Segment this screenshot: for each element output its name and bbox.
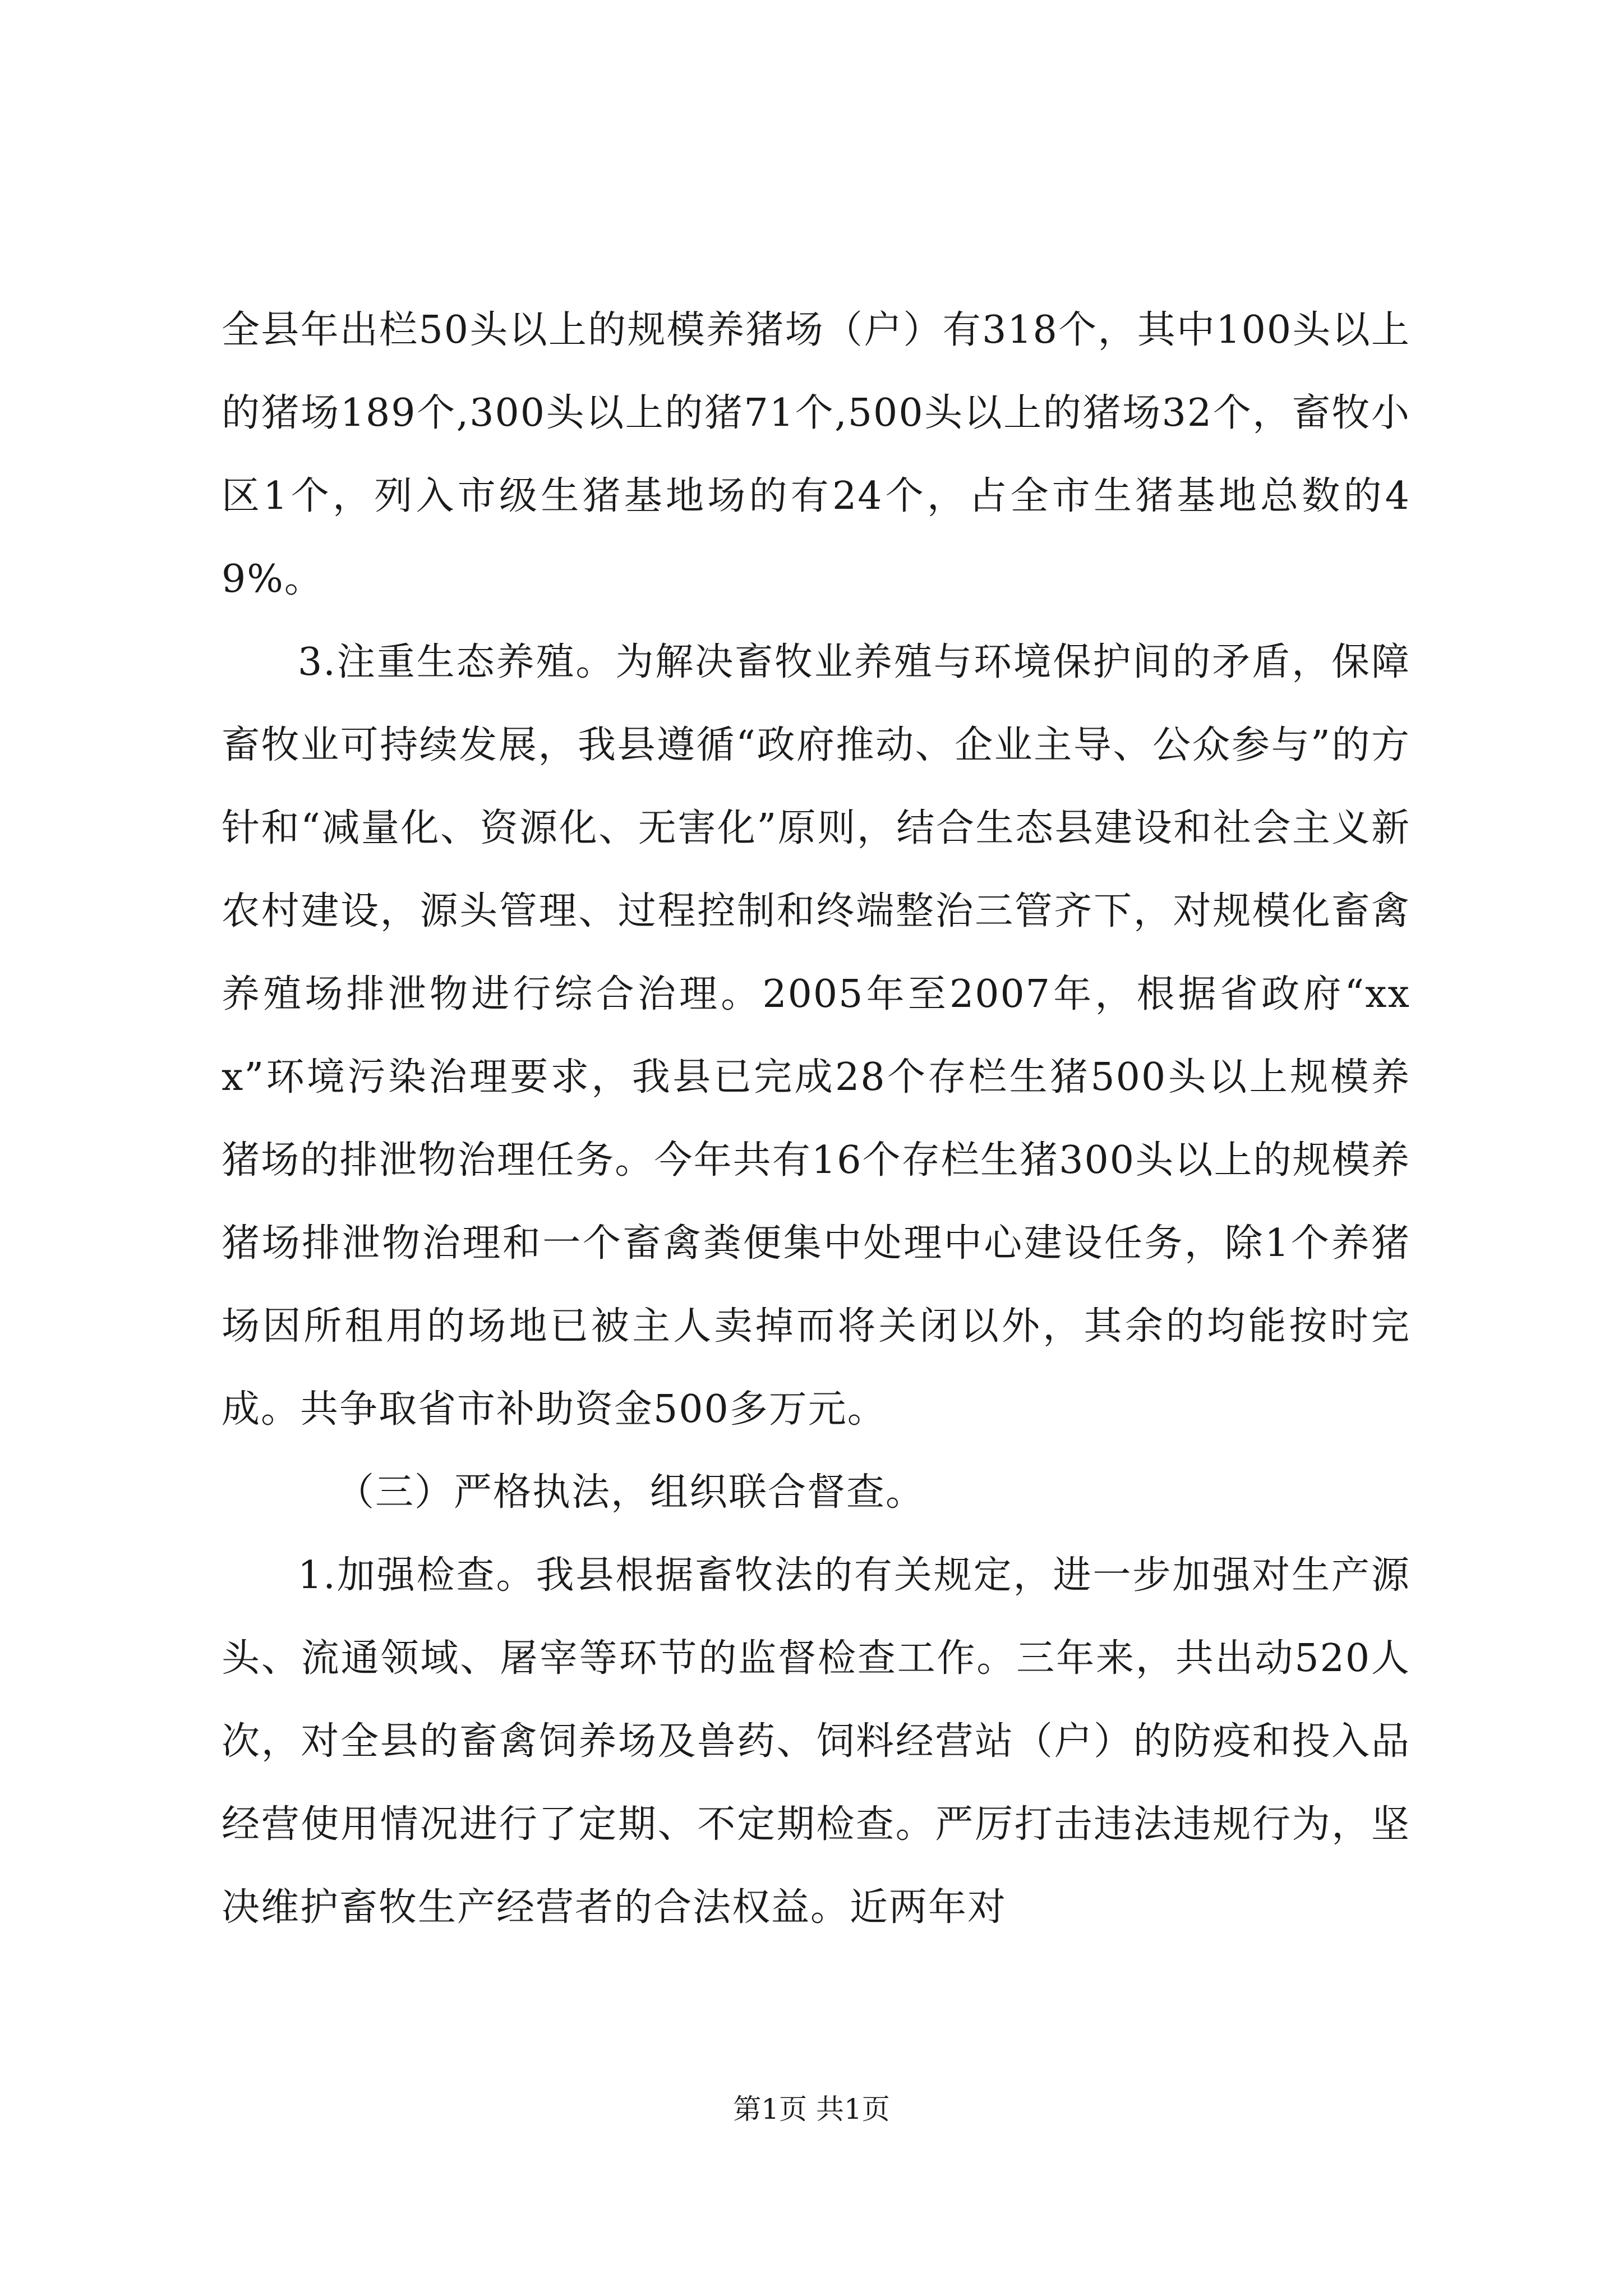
paragraph-pig-farm-statistics: 全县年出栏50头以上的规模养猪场（户）有318个，其中100头以上的猪场189个,300头以上的猪71个,500头以上的猪场32个，畜牧小区1个，列入市级生猪基地场的有24个，占全市生猪基地总数的49%。 — [222, 308, 1410, 601]
paragraph-inspection: 1.加强检查。我县根据畜牧法的有关规定，进一步加强对生产源头、流通领域、屠宰等环节的监督检查工作。三年来，共出动520人次，对全县的畜禽饲养场及兽药、饲料经营站（户）的防疫和投入品经营使用情况进行了定期、不定期检查。严厉打击违法违规行为，坚决维护畜牧生产经营者的合法权益。近两年对 — [222, 1553, 1410, 1930]
section-heading-enforcement: （三）严格执法，组织联合督查。 — [336, 1470, 925, 1515]
document-body — [222, 289, 1410, 1949]
paragraph-ecological-farming: 3.注重生态养殖。为解决畜牧业养殖与环境保护间的矛盾，保障畜牧业可持续发展，我县遵循“政府推动、企业主导、公众参与”的方针和“减量化、资源化、无害化”原则，结合生态县建设和社会主义新农村建设，源头管理、过程控制和终端整治三管齐下，对规模化畜禽养殖场排泄物进行综合治理。2005年至2007年，根据省政府“xxx”环境污染治理要求，我县已完成28个存栏生猪500头以上规模养猪场的排泄物治理任务。今年共有16个存栏生猪300头以上的规模养猪场排泄物治理和一个畜禽粪便集中处理中心建设任务，除1个养猪场因所租用的场地已被主人卖掉而将关闭以外，其余的均能按时完成。共争取省市补助资金500多万元。 — [222, 640, 1410, 1432]
page-footer: 第1页 共1页 — [733, 2093, 890, 2125]
